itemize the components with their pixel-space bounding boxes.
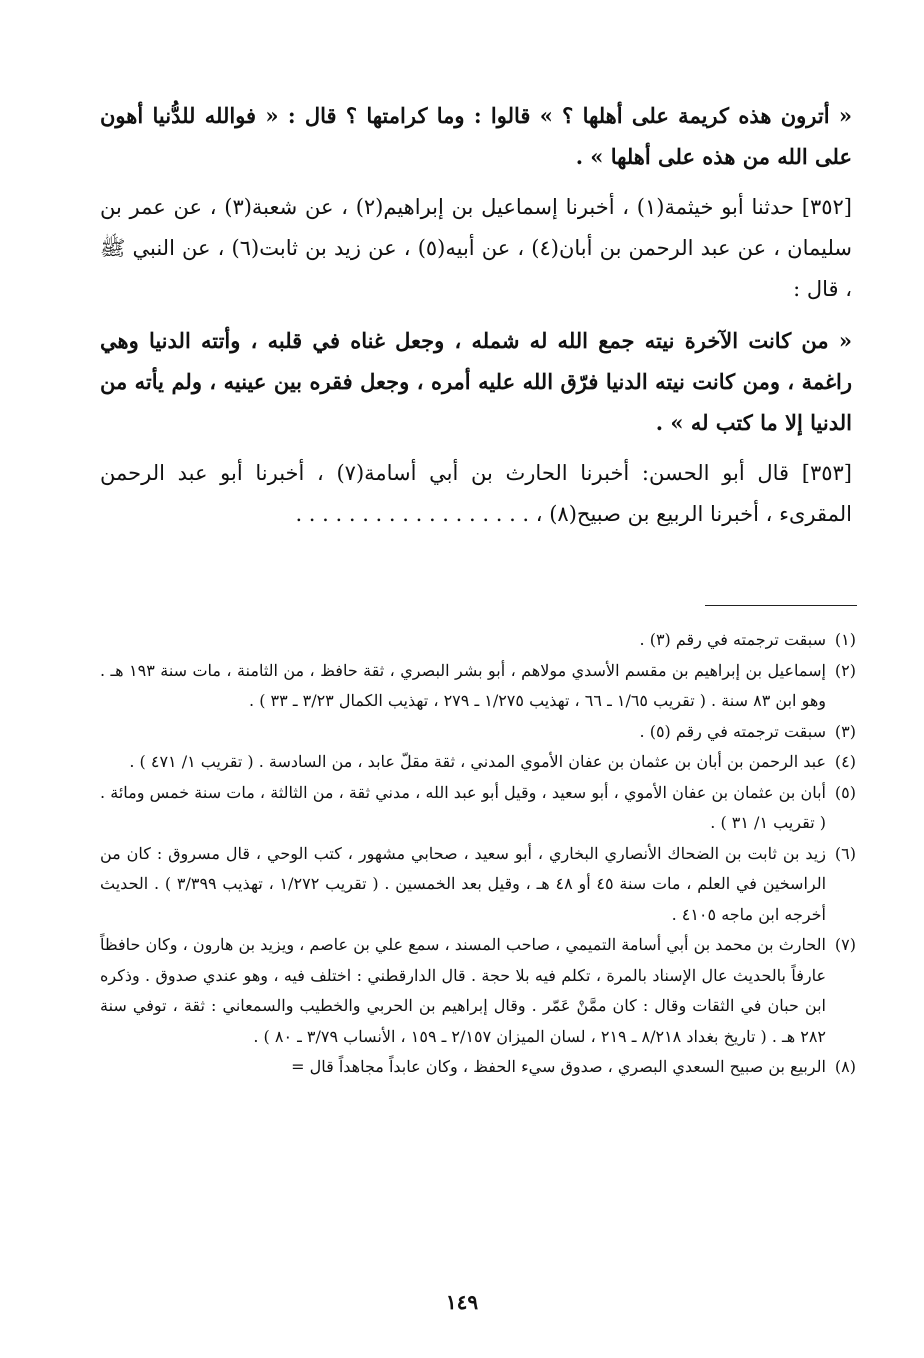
footnote-text: سبقت ترجمته في رقم (٥) . [639,721,826,741]
footnote-text: عبد الرحمن بن أبان بن عثمان بن عفان الأموي المدني ، ثقة مقلّ عابد ، من السادسة . ( تقريب ١/ ٤٧١ ) . [129,752,826,771]
footnote-number: (٥) [834,782,856,802]
footnotes [100,625,856,1083]
footnote [100,1052,856,1083]
footnote-number: (٧) [834,935,856,954]
isnad-353: [٣٥٣] قال أبو الحسن: أخبرنا الحارث بن أبي أسامة(٧) ، أخبرنا أبو عبد الرحمن المقرىء ، أخبرنا الربيع بن صبيح(٨) ، . . . . . . . . . . . . . . . . . . [100,461,852,526]
footnote-text: الربيع بن صبيح السعدي البصري ، صدوق سيء الحفظ ، وكان عابداً مجاهداً قال = [291,1057,826,1076]
footnote-text: إسماعيل بن إبراهيم بن مقسم الأسدي مولاهم ، أبو بشر البصري ، ثقة حافظ ، من الثامنة ، مات سنة ١٩٣ هـ . وهو ابن ٨٣ سنة . ( تقريب ١/٦٥ ـ ٦٦ ، تهذيب ١/٢٧٥ ـ ٢٧٩ ، تهذيب الكمال ٣/٢٣ ـ ٣٣ ) . [100,660,826,710]
footnote-text: زيد بن ثابت بن الضحاك الأنصاري البخاري ، أبو سعيد ، صحابي مشهور ، كتب الوحي ، قال مسروق : كان من الراسخين في العلم ، مات سنة ٤٥ أو ٤٨ هـ ، وقيل بعد الخمسين . ( تقريب ١/٢٧٢ ، تهذيب ٣/٣٩٩ ) . الحديث أخرجه ابن ماجه ٤١٠٥ . [100,843,827,924]
hadith-text-continuation: « أترون هذه كريمة على أهلها ؟ » قالوا : وما كرامتها ؟ قال : « فوالله للدُّنيا أهون على الله من هذه على أهلها » . [100,103,852,169]
footnote-separator [705,605,857,606]
main-text [100,95,852,535]
footnote [100,656,856,717]
footnote-text: سبقت ترجمته في رقم (٣) . [639,630,826,649]
footnote [100,930,856,1052]
footnote [100,778,856,839]
footnote [100,747,856,778]
hadith-text-352: « من كانت الآخرة نيته جمع الله له شمله ، وجعل غناه في قلبه ، وأتته الدنيا وهي راغمة ، ومن كانت نيته الدنيا فرّق الله عليه أمره ، وجعل فقره بين عينيه ، ولم يأته من الدنيا إلا ما كتب له » . [100,328,852,435]
footnote-text: أبان بن عثمان بن عفان الأموي ، أبو سعيد ، وقيل أبو عبد الله ، مدني ثقة ، من الثالثة ، مات سنة خمس ومائة . ( تقريب ١/ ٣١ ) . [100,782,826,832]
isnad-352: [٣٥٢] حدثنا أبو خيثمة(١) ، أخبرنا إسماعيل بن إبراهيم(٢) ، عن شعبة(٣) ، عن عمر بن سليمان ، عن عبد الرحمن بن أبان(٤) ، عن أبيه(٥) ، عن زيد بن ثابت(٦) ، عن النبي ﷺ ، قال : [100,195,852,301]
footnote-text: الحارث بن محمد بن أبي أسامة التميمي ، صاحب المسند ، سمع علي بن عاصم ، ويزيد بن هارون ، وكان حافظاً عارفاً بالحديث عال الإسناد بالمرة ، تكلم فيه بلا حجة . قال الدارقطني : اختلف فيه ، وهو عندي صدوق . وذكره ابن حبان في الثقات وقال : كان ممَّنْ عَمّر . وقال إبراهيم بن الحربي والخطيب والسمعاني : ثقة ، توفي سنة ٢٨٢ هـ . ( تاريخ بغداد ٨/٢١٨ ـ ٢١٩ ، لسان الميزان ٢/١٥٧ ـ ١٥٩ ، الأنساب ٣/٧٩ ـ ٨٠ ) . [100,935,826,1046]
footnote-number: (٦) [834,843,856,863]
footnote-number: (٢) [834,660,856,680]
footnote [100,625,856,656]
footnote-number: (٨) [834,1057,856,1076]
footnote-number: (٣) [834,721,856,741]
page-number: ١٤٩ [445,1290,479,1314]
footnote [100,839,856,931]
footnote-number: (١) [834,630,856,649]
footnote-number: (٤) [834,752,856,771]
footnote [100,717,856,748]
